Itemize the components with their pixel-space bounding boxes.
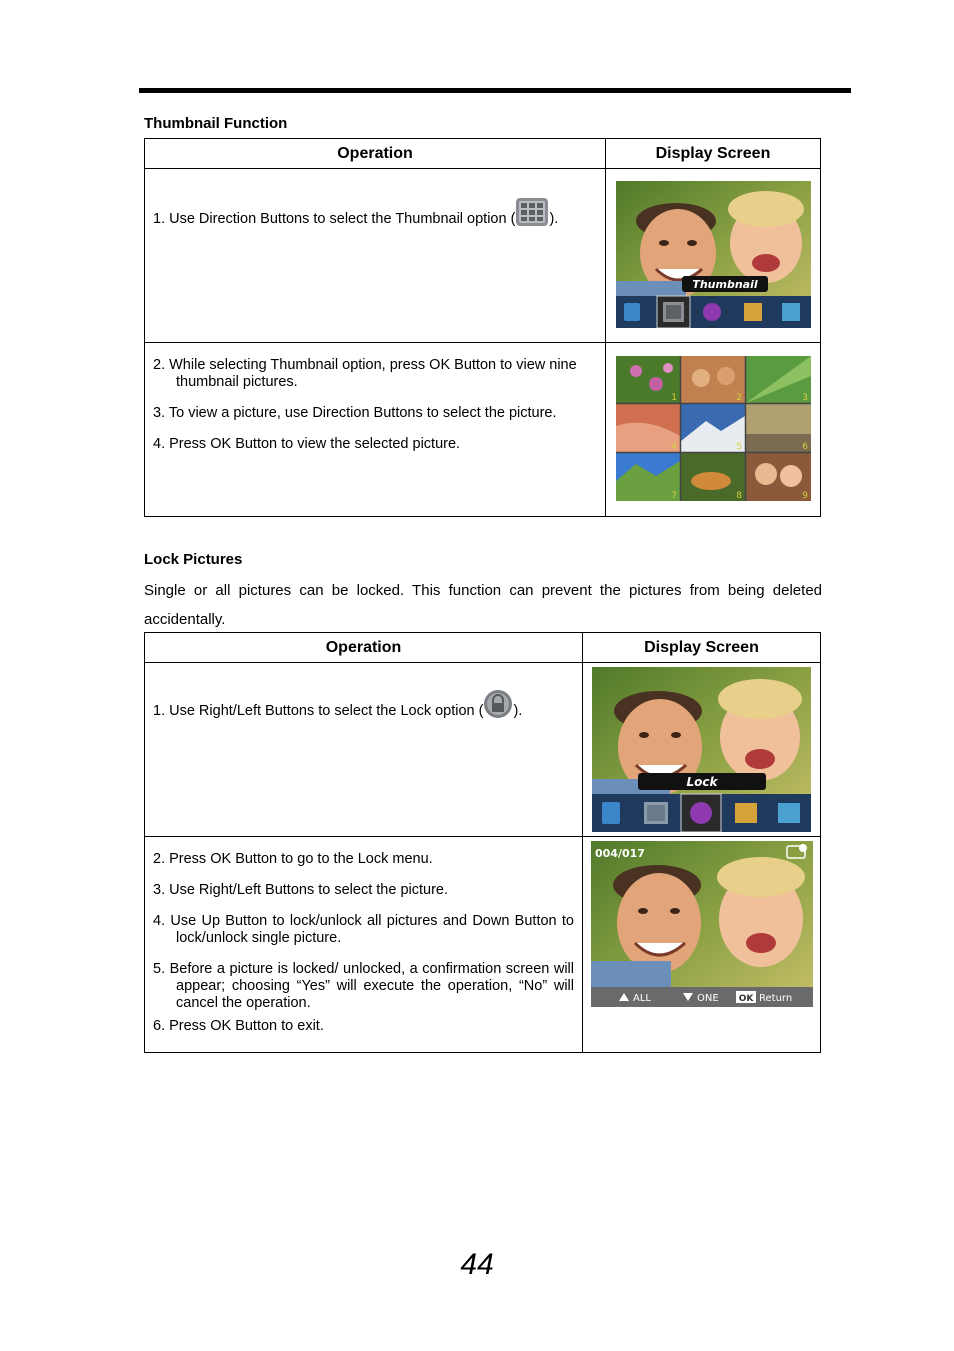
- section-heading-lock: Lock Pictures: [144, 551, 243, 568]
- thumbnail-table: [144, 138, 821, 517]
- ok-button-glyph: OK: [738, 994, 753, 1004]
- step-text-end: ).: [549, 211, 559, 227]
- step-text: 4. Use Up Button to lock/unlock all pictures and Down Button to lock/unlock single picture.: [153, 913, 574, 946]
- step-text: 4. Press OK Button to view the selected picture.: [153, 436, 461, 452]
- column-header-display: Display Screen: [583, 633, 821, 663]
- step-text: 5. Before a picture is locked/ unlocked, a confirmation screen will appear; choosing “Yes” will execute the operation, “No” will cancel the operation.: [153, 961, 574, 1011]
- lock-table: [144, 632, 821, 1053]
- step-cell: [145, 663, 583, 837]
- display-cell: [583, 837, 821, 1053]
- grid-number: 7: [670, 491, 677, 501]
- grid-number: 5: [735, 442, 742, 452]
- grid-number: 6: [801, 442, 808, 452]
- display-cell: [606, 169, 821, 343]
- thumbnail-icon: [644, 802, 668, 824]
- grid-number: 8: [735, 491, 742, 501]
- lock-menu-screenshot: [592, 667, 811, 832]
- step-text: 6. Press OK Button to exit.: [153, 1018, 324, 1034]
- menu-label: Thumbnail: [691, 278, 758, 291]
- slideshow-icon: [782, 303, 800, 321]
- lock-icon: [703, 303, 721, 321]
- page-number: 44: [460, 1248, 494, 1281]
- step-text: 3. To view a picture, use Direction Buttons to select the picture.: [153, 405, 557, 421]
- lock-playback-screenshot: [591, 841, 813, 1007]
- step-text: 1. Use Right/Left Buttons to select the Lock option (: [153, 703, 484, 719]
- step-text: 2. While selecting Thumbnail option, press OK Button to view nine thumbnail pictures.: [153, 357, 577, 390]
- display-cell: [583, 663, 821, 837]
- lock-icon: [690, 802, 712, 824]
- picture-counter: 004/017: [594, 847, 645, 860]
- grid-number: 4: [670, 442, 677, 452]
- thumbnail-menu-screenshot: [616, 181, 811, 328]
- grid-number: 9: [801, 491, 808, 501]
- bar-return-label: Return: [758, 993, 792, 1004]
- step-cell: [145, 837, 583, 1053]
- lock-icon: [483, 689, 513, 724]
- grid-number: 3: [801, 393, 808, 403]
- column-header-operation: Operation: [145, 633, 583, 663]
- trash-icon: [624, 303, 640, 321]
- bar-one-label: ONE: [696, 993, 719, 1004]
- step-cell: [145, 343, 606, 517]
- column-header-operation: Operation: [145, 139, 606, 169]
- step-text: 3. Use Right/Left Buttons to select the picture.: [153, 882, 448, 898]
- thumbnail-grid-screenshot: [616, 356, 811, 501]
- grid-number: 1: [670, 393, 677, 403]
- trash-icon: [602, 802, 620, 824]
- section-heading-thumbnail: Thumbnail Function: [144, 115, 288, 132]
- grid-number: 2: [735, 393, 742, 403]
- rotate-icon: [744, 303, 762, 321]
- rotate-icon: [735, 803, 757, 823]
- slideshow-icon: [778, 803, 800, 823]
- step-text-end: ).: [513, 703, 523, 719]
- bar-all-label: ALL: [632, 993, 651, 1004]
- column-header-display: Display Screen: [606, 139, 821, 169]
- step-text: 2. Press OK Button to go to the Lock menu.: [153, 851, 433, 867]
- thumbnail-icon: [515, 197, 549, 232]
- header-rule: [139, 88, 851, 93]
- step-text: 1. Use Direction Buttons to select the Thumbnail option (: [153, 211, 516, 227]
- step-cell: [145, 169, 606, 343]
- thumbnail-icon: [663, 302, 684, 322]
- lock-intro-paragraph: Single or all pictures can be locked. This function can prevent the pictures from being deleted accidentally.: [144, 582, 822, 628]
- menu-label: Lock: [686, 775, 718, 789]
- display-cell: [606, 343, 821, 517]
